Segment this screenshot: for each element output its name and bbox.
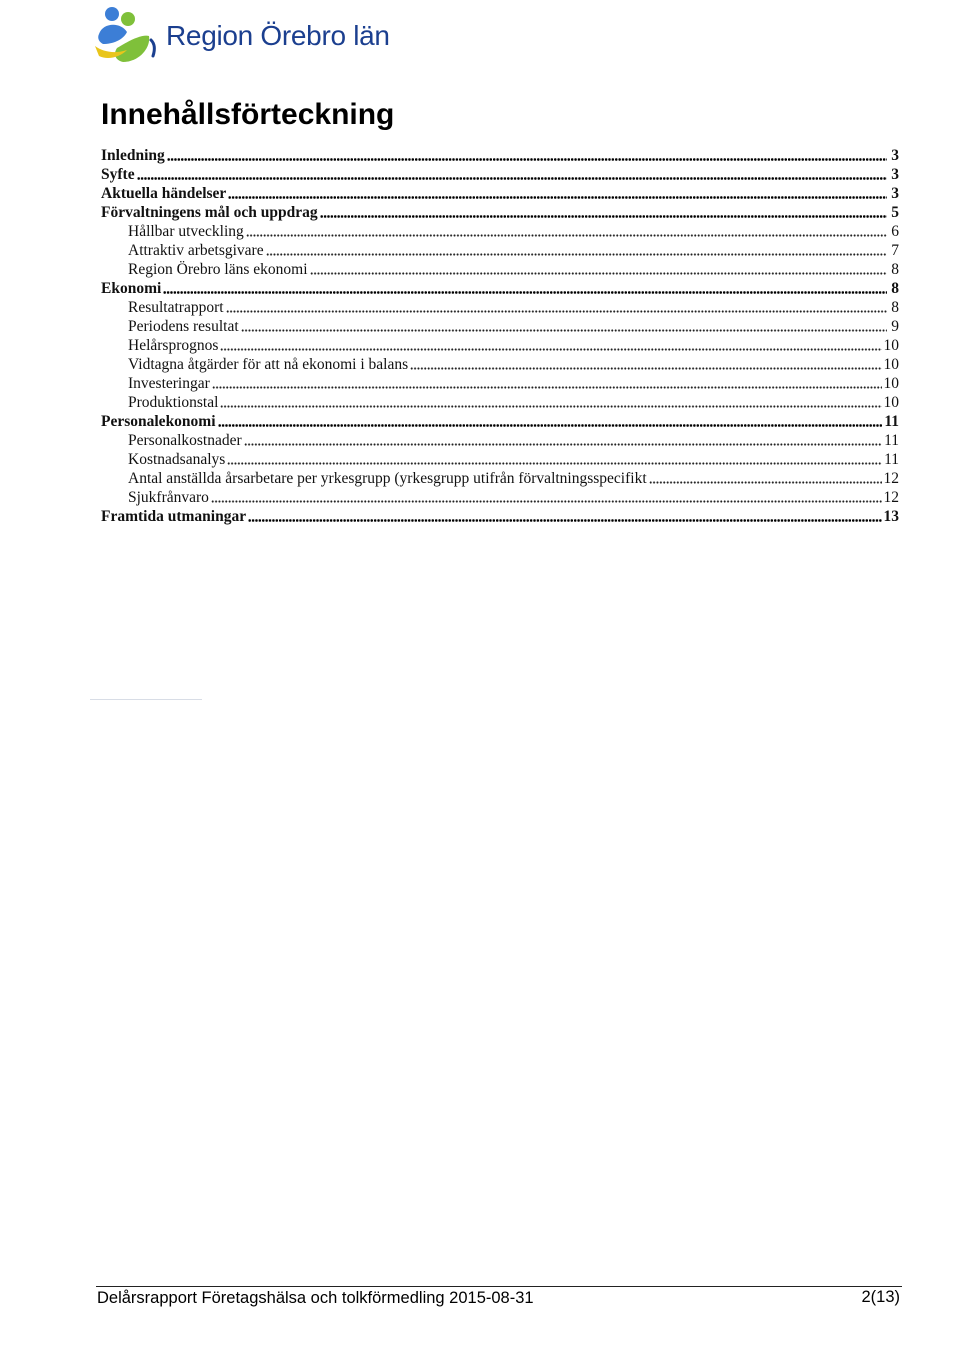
toc-entry[interactable] [101, 165, 899, 184]
toc-entry-page: 5 [891, 204, 899, 221]
toc-entry-title: Personalekonomi [101, 413, 216, 430]
toc-entry-page: 10 [883, 375, 899, 392]
toc-entry-page: 8 [891, 299, 899, 316]
toc-entry[interactable] [101, 393, 899, 412]
toc-entry[interactable] [101, 450, 899, 469]
toc-entry[interactable] [101, 469, 899, 488]
logo [93, 4, 393, 68]
toc-leader-dots [228, 196, 887, 199]
toc-entry[interactable] [101, 336, 899, 355]
toc-entry-title: Personalkostnader [128, 432, 242, 449]
toc-entry-page: 11 [884, 413, 899, 430]
toc-leader-dots [220, 405, 881, 408]
toc-leader-dots [649, 481, 882, 484]
toc-entry[interactable] [101, 260, 899, 279]
org-name: Region Örebro län [166, 20, 390, 51]
toc-entry-page: 13 [883, 508, 899, 525]
toc-entry-title: Antal anställda årsarbetare per yrkesgrupp (yrkesgrupp utifrån förvaltningsspecifikt [128, 470, 647, 487]
toc-leader-dots [212, 386, 882, 389]
toc-entry-title: Ekonomi [101, 280, 162, 297]
divider [90, 699, 202, 700]
toc-entry-title: Aktuella händelser [101, 185, 227, 202]
toc-entry-title: Region Örebro läns ekonomi [128, 261, 308, 278]
footer-page-number: 2(13) [861, 1288, 900, 1306]
toc-leader-dots [244, 443, 882, 446]
toc-leader-dots [220, 348, 881, 351]
toc-entry[interactable] [101, 222, 899, 241]
toc-leader-dots [310, 272, 887, 275]
toc-entry[interactable] [101, 374, 899, 393]
toc-entry-page: 9 [891, 318, 899, 335]
toc-entry-title: Hållbar utveckling [128, 223, 244, 240]
toc-entry-page: 10 [883, 356, 899, 373]
region-logo-icon [93, 4, 163, 68]
toc-entry-title: Produktionstal [128, 394, 219, 411]
toc-entry[interactable] [101, 203, 899, 222]
toc-leader-dots [163, 291, 887, 294]
toc-leader-dots [266, 253, 887, 256]
toc-entry-page: 7 [891, 242, 899, 259]
toc-entry-title: Sjukfrånvaro [128, 489, 209, 506]
toc-entry[interactable] [101, 279, 899, 298]
toc-entry-title: Framtida utmaningar [101, 508, 247, 525]
toc-entry[interactable] [101, 317, 899, 336]
toc-leader-dots [211, 500, 882, 503]
toc-entry-title: Syfte [101, 166, 135, 183]
toc-entry-page: 10 [883, 337, 899, 354]
toc-entry-page: 6 [891, 223, 899, 240]
toc-leader-dots [226, 310, 887, 313]
toc-entry-page: 8 [891, 261, 899, 278]
toc-leader-dots [137, 177, 887, 180]
toc-entry-title: Kostnadsanalys [128, 451, 226, 468]
toc-entry-title: Attraktiv arbetsgivare [128, 242, 264, 259]
toc-entry-page: 8 [891, 280, 899, 297]
toc-entry[interactable] [101, 431, 899, 450]
toc-leader-dots [241, 329, 887, 332]
toc-entry[interactable] [101, 241, 899, 260]
table-of-contents [101, 146, 899, 526]
toc-entry[interactable] [101, 146, 899, 165]
toc-entry[interactable] [101, 507, 899, 526]
toc-entry-title: Inledning [101, 147, 165, 164]
toc-leader-dots [410, 367, 881, 370]
toc-entry[interactable] [101, 298, 899, 317]
toc-entry-title: Investeringar [128, 375, 210, 392]
toc-entry-title: Helårsprognos [128, 337, 219, 354]
toc-leader-dots [218, 424, 883, 427]
toc-entry-page: 12 [883, 470, 899, 487]
footer-doc-title: Delårsrapport Företagshälsa och tolkförmedling 2015-08-31 [97, 1289, 534, 1307]
toc-entry-title: Resultatrapport [128, 299, 224, 316]
toc-leader-dots [227, 462, 882, 465]
toc-leader-dots [246, 234, 887, 237]
footer-rule [96, 1286, 902, 1287]
toc-entry-page: 3 [891, 166, 899, 183]
toc-entry-page: 3 [891, 185, 899, 202]
toc-entry[interactable] [101, 184, 899, 203]
toc-entry[interactable] [101, 488, 899, 507]
toc-leader-dots [248, 519, 881, 522]
toc-entry-page: 10 [883, 394, 899, 411]
toc-title: Innehållsförteckning [101, 98, 395, 131]
toc-entry-page: 11 [884, 432, 899, 449]
toc-entry-page: 3 [891, 147, 899, 164]
toc-entry-title: Förvaltningens mål och uppdrag [101, 204, 318, 221]
toc-entry-page: 12 [883, 489, 899, 506]
toc-leader-dots [320, 215, 887, 218]
toc-entry-page: 11 [884, 451, 899, 468]
toc-entry-title: Vidtagna åtgärder för att nå ekonomi i balans [128, 356, 409, 373]
toc-leader-dots [167, 158, 887, 161]
toc-entry[interactable] [101, 412, 899, 431]
toc-entry[interactable] [101, 355, 899, 374]
toc-entry-title: Periodens resultat [128, 318, 239, 335]
